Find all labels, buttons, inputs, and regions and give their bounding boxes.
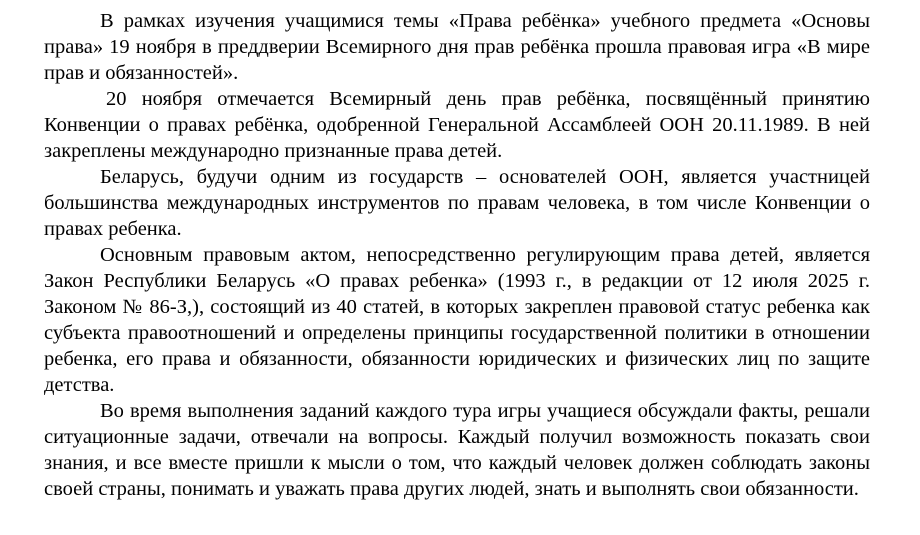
paragraph-belarus-un: Беларусь, будучи одним из государств – основателей ООН, является участницей большинства международных инструментов по правам человека, в том числе Конвенции о правах ребенка. <box>44 166 870 240</box>
paragraph-game-summary: Во время выполнения заданий каждого тура игры учащиеся обсуждали факты, решали ситуационные задачи, отвечали на вопросы. Каждый получил возможность показать свои знания, и все вместе пришли к мысли о том, что каждый человек должен соблюдать законы своей страны, понимать и уважать права других людей, знать и выполнять свои обязанности. <box>44 400 870 500</box>
paragraph-law: Основным правовым актом, непосредственно регулирующим права детей, является Закон Республики Беларусь «О правах ребенка» (1993 г., в редакции от 12 июля 2025 г. Законом № 86-З,), состоящий из 40 статей, в которых закреплен правовой статус ребенка как субъекта правоотношений и определены принципы государственной политики в отношении ребенка, его права и обязанности, обязанности юридических и физических лиц по защите детства. <box>44 244 870 396</box>
paragraph-intro: В рамках изучения учащимися темы «Права ребёнка» учебного предмета «Основы права» 19 ноября в преддверии Всемирного дня прав ребёнка прошла правовая игра «В мире прав и обязанностей». <box>44 10 870 84</box>
document-body <box>44 8 870 502</box>
paragraph-world-children-day: 20 ноября отмечается Всемирный день прав ребёнка, посвящённый принятию Конвенции о правах ребёнка, одобренной Генеральной Ассамблеей ООН 20.11.1989. В ней закреплены международно признанные права детей. <box>44 88 870 162</box>
